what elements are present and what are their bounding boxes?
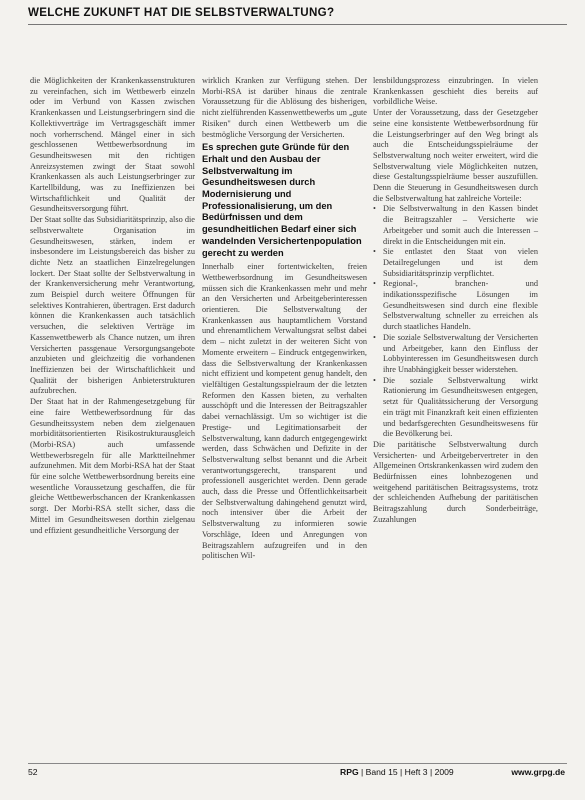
paragraph: die Möglichkeiten der Krankenkassenstrukturen zu vereinfachen, sich im Wettbewerb einzeln oder im Verbund von Kassen zwischen Krankenkassen und Leistungserbringern sind die Kollektivverträge im Vertragsgeschäft immer noch vorherrschend. Mängel einer in sich geschlossenen Wettbewerbsordnung im Gesundheitswesen mit den richtigen Anreizsystemen zwingt der Staat sowohl Krankenkassen als auch Leistungserbringer zur Kartellbildung, was zu Ineffizienzen bei Wirtschaftlichkeit und Qualität der Gesundheitsversorgung führt. <box>30 76 195 214</box>
paragraph: Der Staat hat in der Rahmengesetzgebung für eine faire Wettbewerbsordnung für das Gesundheitssystem neben dem zielgenauen morbiditätsorientierten Risikostrukturausgleich (Morbi-RSA) auch umfassende Wettbewerbsregeln für alle Marktteilnehmer aufzunehmen. Mit dem Morbi-RSA hat der Staat für eine solche Wettbewerbsordnung bereits eine wesentliche Voraussetzung geschaffen, die für gleiche Wettbewerbschancen der Krankenkassen sorgt. Der Morbi-RSA stellt sicher, dass die Mittel im Gesundheitswesen dorthin zielgenau und effizient gesundheitliche Versorgung der <box>30 397 195 535</box>
paragraph: Innerhalb einer fortentwickelten, freien Wettbewerbsordnung im Gesundheitswesen müssen sich die Krankenkassen mehr und mehr an den Versicherten und Arbeitgeberinteressen orientieren. Die Selbstverwaltung der Krankenkassen aus hauptamtlichem Vorstand und ehrenamtlichem Verwaltungsrat selbst dabei dem – nicht zuletzt in der weiteren Sicht von Momente erweitern – Eindruck entgegenwirken, dass die Selbstverwaltung der Krankenkassen nicht effizient und kompetent genug handelt, den vielfältigen Gestaltungsspielraum der die letzten Reformen den Kassen bieten, zu verhalten ausschöpft und die Interessen der Beitragszahler dabei vernachlässigt. Um so wichtiger ist die Prestige- und Legitimationsarbeit der Selbstverwaltung, kann dadurch entgegengewirkt werden, dass Schwächen und Defizite in der Selbstverwaltung selbst benannt und die Arbeit verantwortungsgerecht, transparent und professionell ausgerichtet werden. Denn gerade auch, dass die Presse und Öffentlichkeitsarbeit der Selbstverwaltung dahingehend genutzt wird, noch intensiver über die Arbeit der Selbstverwaltung zu informieren sowie Vorschläge, Ideen und Anregungen von Beitragszahlern aufzugreifen und in den politischen Wil- <box>202 262 367 561</box>
footer-divider <box>28 763 567 764</box>
list-item <box>373 376 538 440</box>
pull-quote: Es sprechen gute Gründe für den Erhalt und den Ausbau der Selbstverwaltung im Gesundheitswesen durch Modernisierung und Professionalisierung, um den Bedürfnissen und dem gesundheitlichen Bedarf einer sich wandelnden Versichertenpopulation gerecht zu werden <box>202 142 362 258</box>
list-item-text: Die soziale Selbstverwaltung der Versicherten und Arbeitgeber, kann den Einfluss der Lobbyinteressen im Gesundheitswesen durch ihre Unabhängigkeit besser widerstehen. <box>383 332 538 374</box>
bullet-icon: • <box>373 247 376 257</box>
page-footer <box>28 767 565 781</box>
bullet-list <box>373 204 538 439</box>
page-header: WELCHE ZUKUNFT HAT DIE SELBSTVERWALTUNG? <box>28 6 335 19</box>
column-right <box>373 76 538 526</box>
journal-info <box>340 767 454 777</box>
paragraph: Unter der Voraussetzung, dass der Gesetzgeber seine eine konsistente Wettbewerbsordnung für die Leistungserbringer auf den Weg bringt als auch die Entscheidungsspielräume der Selbstverwaltung noch weiter erweitert, wird die Selbstverwaltung viele Möglichkeiten nutzen, diese Gestaltungsspielräume besser auszufüllen. Denn die Steuerung in Gesundheitswesen durch die Selbstverwaltung hat zahlreiche Vorteile: <box>373 108 538 203</box>
column-left <box>30 76 195 536</box>
bullet-icon: • <box>373 375 376 385</box>
bullet-icon: • <box>373 332 376 342</box>
list-item-text: Die Selbstverwaltung in den Kassen bindet die Beitragszahler – Versicherte wie Arbeitgeber und somit auch die Interessen – direkt in die Entscheidungen mit ein. <box>383 204 538 246</box>
bullet-icon: • <box>373 204 376 214</box>
volume-issue: | Band 15 | Heft 3 | 2009 <box>361 767 454 777</box>
paragraph: wirklich Kranken zur Verfügung stehen. Der Morbi-RSA ist darüber hinaus die zentrale Voraussetzung für die Ablösung des bisherigen, nicht zielführenden Kassenwettbewerbs um „gute Risiken" durch einen Wettbewerb um die bestmögliche Versorgung der Versicherten. <box>202 76 367 139</box>
journal-name: RPG <box>340 767 359 777</box>
list-item-text: Regional-, branchen- und indikationsspezifische Lösungen im Gesundheitswesen sind durch eine flexible Selbstverwaltung schneller zu erreichen als durch staatliches Handeln. <box>383 279 538 332</box>
list-item <box>373 279 538 333</box>
paragraph: Der Staat sollte das Subsidiaritätsprinzip, also die selbstverwaltete Organisation im Gesundheitswesen, stärken, indem er insbesondere im Leistungsbereich das bisher zu dichte Netz an staatlichen Einzelregelungen lockert. Der Staat sollte der Selbstverwaltung in der Krankenversicherung mehr Verantwortung, zum Beispiel durch weitere Öffnungen für selektives Kontrahieren, übertragen. Erst dadurch können die Krankenkassen auch tatsächlich versuchen, die selektiven Verträge im Kassenwettbewerb als Chance nutzen, um ihren Versicherten passgenaue Versorgungsangebote anzubieten und gleichzeitig die vorhandenen Ineffizienzen bei der Wirtschaftlichkeit und Qualität der bisherigen Anbieterstrukturen aufzubrechen. <box>30 215 195 396</box>
page-number: 52 <box>28 767 38 777</box>
column-middle <box>202 76 367 562</box>
list-item <box>373 204 538 247</box>
website-link[interactable]: www.grpg.de <box>511 767 565 777</box>
list-item-text: Sie entlastet den Staat von vielen Detailregelungen und ist dem Subsidiaritätsprinzip verpflichtet. <box>383 247 538 278</box>
paragraph: lensbildungsprozess einzubringen. In vielen Krankenkassen geschieht dies bereits auf vorbildliche Weise. <box>373 76 538 107</box>
list-item <box>373 333 538 376</box>
bullet-icon: • <box>373 279 376 289</box>
list-item <box>373 247 538 279</box>
header-divider <box>28 24 567 25</box>
paragraph: Die paritätische Selbstverwaltung durch Versicherten- und Arbeitgebervertreter in den Allgemeinen Ortskrankenkassen wird zudem den Bedürfnissen eines lohnbezogenen und weitgehend paritätischen Beitragssystems, trotz der schleichenden Aufhebung der paritätischen Beitragszahlung durch Sonderbeiträge, Zuzahlungen <box>373 439 538 524</box>
list-item-text: Die soziale Selbstverwaltung wirkt Rationierung im Gesundheitswesen entgegen, setzt für Qualitätssicherung der Versorgung ein trägt mit Finanzkraft keit einen effizienten und bedarfsgerechten Gesundheitswesens für die Bevölkerung bei. <box>383 375 538 439</box>
